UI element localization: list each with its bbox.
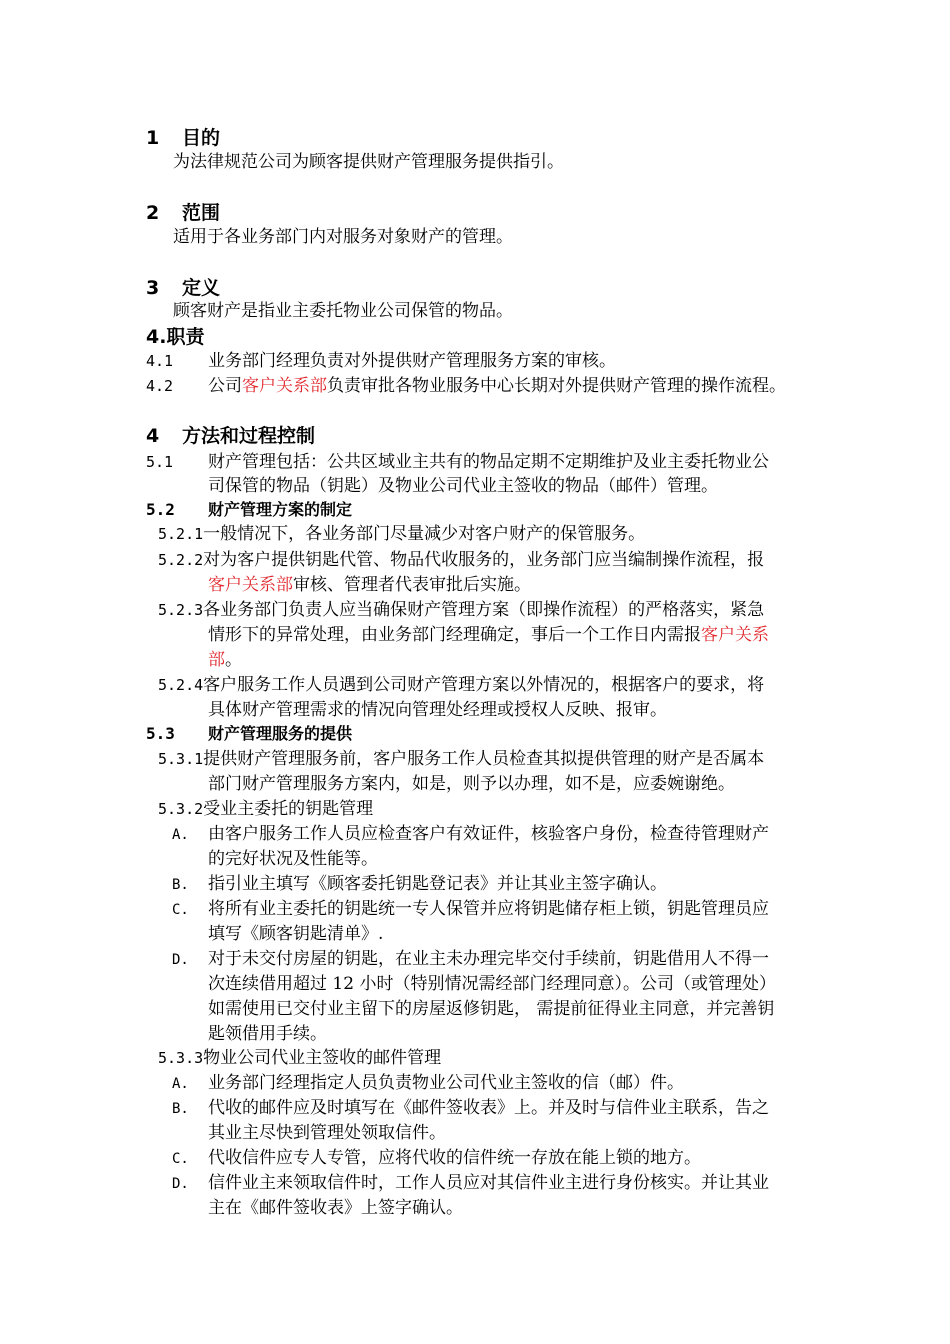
item-text: 财产管理包括：公共区域业主共有的物品定期不定期维护及业主委托物业公 [208,452,769,472]
paragraph: 适用于各业务部门内对服务对象财产的管理。 [173,227,513,247]
item-number: 5.2.2 [158,551,204,569]
item-text: 填写《顾客钥匙清单》. [208,924,384,944]
item-number: 4.1 [146,352,174,370]
list-item [158,674,764,696]
item-text-continued [208,624,769,646]
item-text: 代收的邮件应及时填写在《邮件签收表》上。并及时与信件业主联系，告之 [208,1098,769,1118]
section-number: 4 [146,425,160,447]
list-item [158,798,373,820]
item-text: 其业主尽快到管理处领取信件。 [208,1123,446,1143]
highlighted-department: 客户关系部 [208,575,293,595]
item-text: 将所有业主委托的钥匙统一专人保管并应将钥匙储存柜上锁，钥匙管理员应 [208,899,769,919]
sub-list-item [172,1147,701,1170]
subsection-number: 5.2 [146,500,175,519]
subsection-number: 5.3 [146,724,175,743]
section-title: 范围 [182,202,221,224]
item-text: 次连续借用超过 12 小时（特别情况需经部门经理同意）。公司（或管理处） [208,974,776,994]
item-text: 。 [225,650,242,670]
sub-list-item [172,1072,684,1095]
sub-list-item [172,1172,769,1195]
item-text: 如需使用已交付业主留下的房屋返修钥匙， 需提前征得业主同意，并完善钥 [208,999,775,1019]
list-item [158,599,764,621]
item-text: 对为客户提供钥匙代管、物品代收服务的，业务部门应当编制操作流程，报 [203,550,765,570]
section-number: 1 [146,127,160,149]
item-text: 主在《邮件签收表》上签字确认。 [208,1198,463,1218]
subsection-heading [146,499,352,521]
item-text-continued [208,649,242,671]
section-heading [146,201,220,225]
item-text: 指引业主填写《顾客委托钥匙登记表》并让其业主签字确认。 [208,874,667,894]
item-text: 公司 [208,376,242,396]
item-letter: B. [172,1101,189,1117]
paragraph: 为法律规范公司为顾客提供财产管理服务提供指引。 [173,152,564,172]
list-item [158,748,764,770]
item-text: 业务部门经理负责对外提供财产管理服务方案的审核。 [208,351,616,371]
subsection-heading [146,723,352,745]
item-text: 各业务部门负责人应当确保财产管理方案（即操作流程）的严格落实，紧急 [203,600,765,620]
item-number: 5.3.1 [158,750,204,768]
item-letter: D. [172,952,189,968]
item-text: 受业主委托的钥匙管理 [203,799,374,819]
highlighted-department: 客户关系部 [242,376,327,396]
item-text: 代收信件应专人专管，应将代收的信件统一存放在能上锁的地方。 [208,1148,701,1168]
subsection-title: 财产管理服务的提供 [208,724,353,743]
subsection-title: 财产管理方案的制定 [208,500,353,519]
item-text: 由客户服务工作人员应检查客户有效证件，核验客户身份，检查待管理财产 [208,824,769,844]
section-title: 方法和过程控制 [182,425,316,447]
item-text: 负责审批各物业服务中心长期对外提供财产管理的操作流程。 [327,376,786,396]
item-letter: C. [172,902,189,918]
section-heading: 4.职责 [146,326,205,348]
item-text: 司保管的物品（钥匙）及物业公司代业主签收的物品（邮件）管理。 [208,476,718,496]
item-text: 物业公司代业主签收的邮件管理 [203,1048,442,1068]
list-item [158,1047,441,1069]
list-item [146,375,786,397]
item-text: 情形下的异常处理，由业务部门经理确定，事后一个工作日内需报 [208,625,701,645]
sub-list-item [172,873,667,896]
section-number: 3 [146,277,160,299]
item-number: 5.2.3 [158,601,204,619]
sub-list-item [172,898,769,921]
item-letter: C. [172,1151,189,1167]
list-item [158,523,645,545]
item-text: 业务部门经理指定人员负责物业公司代业主签收的信（邮）件。 [208,1073,684,1093]
item-text: 部门财产管理服务方案内，如是，则予以办理，如不是，应委婉谢绝。 [208,774,735,794]
sub-list-item [172,948,769,971]
item-text: 信件业主来领取信件时，工作人员应对其信件业主进行身份核实。并让其业 [208,1173,769,1193]
list-item [158,549,764,571]
section-heading [146,126,220,150]
item-number: 5.2.4 [158,676,204,694]
item-text-continued [208,574,531,596]
item-text: 具体财产管理需求的情况向管理处经理或授权人反映、报审。 [208,700,667,720]
highlighted-department: 客户关系 [701,625,769,645]
item-number: 5.3.3 [158,1049,204,1067]
section-heading [146,424,315,448]
section-number: 2 [146,202,160,224]
paragraph: 顾客财产是指业主委托物业公司保管的物品。 [173,301,513,321]
sub-list-item [172,1097,769,1120]
item-number: 5.1 [146,453,174,471]
item-number: 4.2 [146,377,174,395]
item-text: 对于未交付房屋的钥匙，在业主未办理完毕交付手续前，钥匙借用人不得一 [208,949,769,969]
list-item [146,350,616,372]
item-number: 5.3.2 [158,800,204,818]
item-text: 提供财产管理服务前，客户服务工作人员检查其拟提供管理的财产是否属本 [203,749,765,769]
item-text: 一般情况下，各业务部门尽量减少对客户财产的保管服务。 [203,524,646,544]
item-letter: A. [172,827,189,843]
section-title: 定义 [182,277,221,299]
item-text: 匙领借用手续。 [208,1024,327,1044]
item-letter: B. [172,877,189,893]
item-text: 审核、管理者代表审批后实施。 [293,575,531,595]
section-heading [146,276,220,300]
item-letter: D. [172,1176,189,1192]
item-number: 5.2.1 [158,525,204,543]
item-text: 的完好状况及性能等。 [208,849,378,869]
highlighted-department: 部 [208,650,225,670]
item-text: 客户服务工作人员遇到公司财产管理方案以外情况的，根据客户的要求，将 [203,675,765,695]
sub-list-item [172,823,769,846]
item-letter: A. [172,1076,189,1092]
section-title: 目的 [182,127,221,149]
list-item [146,451,769,473]
